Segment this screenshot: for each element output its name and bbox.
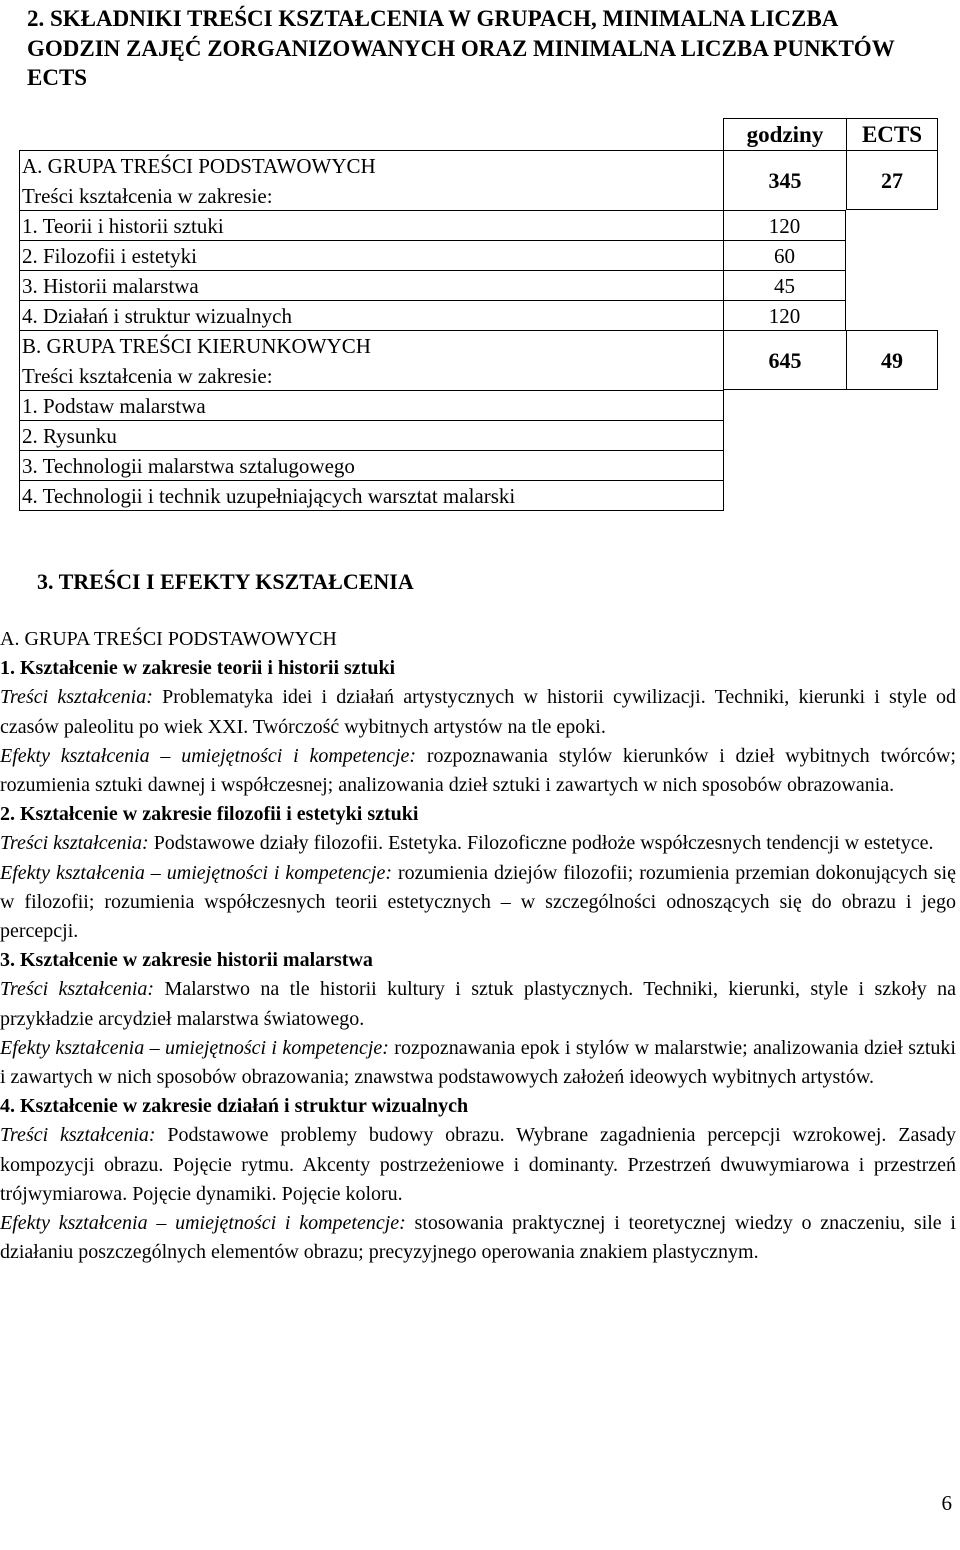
- group-a-item-3-hours: 45: [723, 270, 846, 300]
- content-text: Podstawowe działy filozofii. Estetyka. Filozoficzne podłoże współczesnych tendencji w estetyce.: [148, 832, 934, 855]
- group-a-ects: 27: [846, 150, 938, 210]
- effects-text: rozpoznawania stylów kierunków i dzieł wybitnych twórców; rozumienia sztuki dawnej i współczesnej; analizowania dzieł sztuki i zawartych w nich sposobów obrazowania.: [0, 744, 956, 797]
- header-ects: ECTS: [846, 118, 938, 150]
- group-a-hours: 345: [723, 150, 846, 210]
- group-b-item-3: 3. Technologii malarstwa sztalugowego: [19, 450, 724, 480]
- subsection-3-title: 3. Kształcenie w zakresie historii malarstwa: [0, 949, 373, 972]
- content-text: Podstawowe problemy budowy obrazu. Wybrane zagadnienia percepcji wzrokowej. Zasady kompozycji obrazu. Pojęcie rytmu. Akcenty postrzeżeniowe i dominanty. Przestrzeń dwuwymiarowa i przestrzeń trójwymiarowa. Pojęcie dynamiki. Pojęcie koloru.: [0, 1124, 956, 1205]
- group-b-ects: 49: [846, 330, 938, 390]
- section-3-content: [0, 625, 956, 1267]
- group-b-block: [19, 330, 723, 390]
- group-b-subtitle: Treści kształcenia w zakresie:: [22, 364, 273, 388]
- effects-text: rozumienia dziejów filozofii; rozumienia przemian dokonujących się w filozofii; rozumienia współczesnych teorii estetycznych – w szczególności odnoszących się do obrazu i jego percepcji.: [0, 861, 956, 943]
- content-label: Treści kształcenia:: [0, 978, 155, 1001]
- group-a-heading: A. GRUPA TREŚCI PODSTAWOWYCH: [0, 628, 337, 650]
- section-2-heading: 2. SKŁADNIKI TREŚCI KSZTAŁCENIA W GRUPACH, MINIMALNA LICZBA GODZIN ZAJĘĆ ZORGANIZOWANYCH ORAZ MINIMALNA LICZBA PUNKTÓW ECTS: [27, 6, 895, 90]
- effects-text: stosowania praktycznej i teoretycznej wiedzy o znaczeniu, sile i działaniu poszczególnych elementów obrazu; precyzyjnego operowania znakiem plastycznym.: [0, 1212, 956, 1264]
- content-label: Treści kształcenia:: [0, 686, 153, 709]
- section-3-heading: 3. TREŚCI I EFEKTY KSZTAŁCENIA: [37, 569, 414, 594]
- group-a-item-4: 4. Działań i struktur wizualnych: [19, 300, 723, 330]
- effects-label: Efekty kształcenia – umiejętności i kompetencje:: [0, 861, 393, 884]
- group-a-item-1-hours: 120: [723, 210, 846, 240]
- group-a-block: [19, 150, 723, 210]
- group-a-item-3: 3. Historii malarstwa: [19, 270, 723, 300]
- subsection-1-title: 1. Kształcenie w zakresie teorii i historii sztuki: [0, 657, 396, 680]
- group-b-item-2: 2. Rysunku: [19, 420, 724, 450]
- subsection-3-content: [0, 975, 956, 1033]
- group-b-item-1: 1. Podstaw malarstwa: [19, 390, 724, 420]
- group-a-item-2-hours: 60: [723, 240, 846, 270]
- subsection-2-title: 2. Kształcenie w zakresie filozofii i estetyki sztuki: [0, 803, 419, 826]
- header-hours: godziny: [723, 118, 846, 150]
- subsection-4-title: 4. Kształcenie w zakresie działań i struktur wizualnych: [0, 1095, 469, 1118]
- subsection-4-content: [0, 1121, 956, 1209]
- group-a-title: A. GRUPA TREŚCI PODSTAWOWYCH: [22, 154, 376, 178]
- content-text: Problematyka idei i działań artystycznych w historii cywilizacji. Techniki, kierunki i style od czasów paleolitu po wiek XXI. Twórczość wybitnych artystów na tle epoki.: [0, 686, 957, 738]
- content-label: Treści kształcenia:: [0, 832, 149, 855]
- subsection-1-effects: [0, 742, 956, 800]
- group-a-item-4-hours: 120: [723, 300, 846, 330]
- effects-label: Efekty kształcenia – umiejętności i kompetencje:: [0, 1036, 389, 1059]
- group-a-subtitle: Treści kształcenia w zakresie:: [22, 184, 273, 208]
- effects-label: Efekty kształcenia – umiejętności i kompetencje:: [0, 744, 417, 767]
- subsection-1-content: [0, 683, 956, 741]
- subsection-2-content: [0, 829, 956, 858]
- group-b-title: B. GRUPA TREŚCI KIERUNKOWYCH: [22, 334, 371, 358]
- group-b-hours: 645: [723, 330, 846, 390]
- content-label: Treści kształcenia:: [0, 1124, 156, 1147]
- content-text: Malarstwo na tle historii kultury i sztuk plastycznych. Techniki, kierunki, style i szkoły na przykładzie arcydzieł malarstwa światowego.: [0, 978, 956, 1030]
- subsection-2-effects: [0, 859, 956, 947]
- subsection-4-effects: [0, 1209, 956, 1267]
- page-number: 6: [941, 1491, 952, 1515]
- group-b-item-4: 4. Technologii i technik uzupełniających warsztat malarski: [19, 480, 724, 511]
- subsection-3-effects: [0, 1034, 956, 1092]
- effects-label: Efekty kształcenia – umiejętności i kompetencje:: [0, 1212, 406, 1235]
- group-a-item-1: 1. Teorii i historii sztuki: [19, 210, 723, 240]
- effects-text: rozpoznawania epok i stylów w malarstwie; analizowania dzieł sztuki i zawartych w nich sposobów obrazowania; znawstwa podstawowych założeń ideowych wybitnych artystów.: [0, 1036, 956, 1089]
- group-a-item-2: 2. Filozofii i estetyki: [19, 240, 723, 270]
